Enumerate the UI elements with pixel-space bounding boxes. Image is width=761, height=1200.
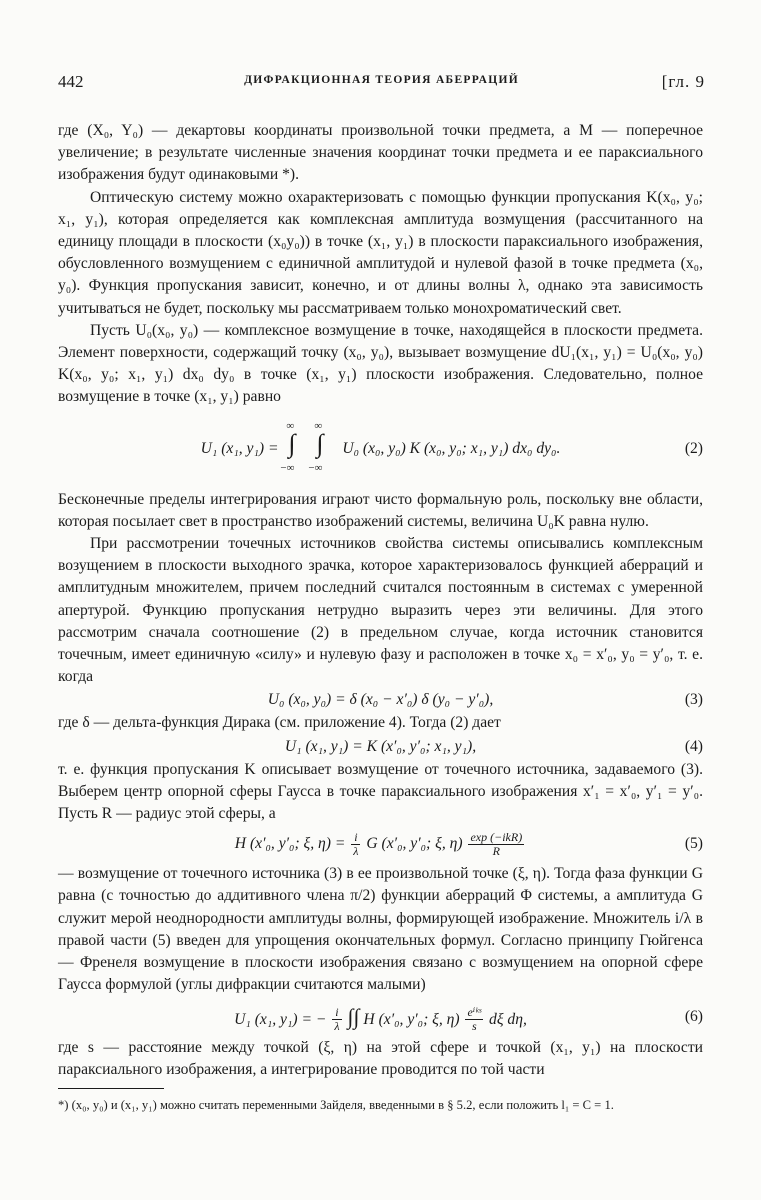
integral-sign: ∫ [316, 429, 324, 459]
fraction-numerator: exp (−ikR) [470, 830, 523, 845]
eq4-text: U₁ (x₁, y₁) = K (x′₀, y′₀; x₁, y₁), [284, 737, 477, 755]
equation-number: (5) [684, 835, 703, 853]
integral-y0 [310, 419, 338, 479]
equation-5 [58, 825, 703, 863]
fraction-i-over-lambda [351, 831, 360, 858]
footnote-rule [58, 1088, 164, 1089]
fraction-denominator: s [471, 1019, 477, 1034]
fraction-numerator: eⁱᵏˢ [467, 1005, 482, 1020]
equation-number: (4) [684, 737, 703, 755]
chapter-label: [гл. 9 [661, 72, 705, 91]
equation-4 [58, 735, 703, 759]
paragraph-1: где (X₀, Y₀) — декартовы координаты произвольной точки предмета, а M — поперечное увеличение; в результате численные значения координат точки предмета и ее параксиального изображения будут одинаковыми *). [58, 122, 703, 184]
running-title: ДИФРАКЦИОННАЯ ТЕОРИЯ АБЕРРАЦИЙ [244, 74, 519, 86]
equation-3 [58, 688, 703, 712]
fraction-eiks-over-s [465, 1006, 483, 1033]
fraction-denominator: λ [334, 1019, 340, 1034]
equation-number: (6) [684, 1007, 703, 1025]
equation-number: (3) [684, 691, 703, 709]
integral-x0 [282, 419, 310, 479]
fraction-numerator: i [351, 831, 360, 845]
eq5-lhs: H (x′₀, y′₀; ξ, η) = [234, 835, 346, 853]
paragraph-4: Бесконечные пределы интегрирования играют чисто формальную роль, поскольку вне области, которая посылает свет в пространство изображений системы, величина U₀K равна нулю. [58, 490, 703, 530]
fraction-numerator: i [332, 1006, 341, 1020]
paragraph-9: где s — расстояние между точкой (ξ, η) на этой сфере и точкой (x₁, y₁) на плоскости параксиального изображения, а интегрирование проводится по той части [58, 1038, 703, 1078]
integral-lower-limit: −∞ [280, 462, 295, 475]
page-number: 442 [58, 72, 84, 91]
integral-sign: ∫ [288, 429, 296, 459]
eq5-mid: G (x′₀, y′₀; ξ, η) [366, 835, 463, 853]
eq6-tail: dξ dη, [489, 1010, 527, 1028]
fraction-denominator: λ [353, 844, 359, 859]
integral-upper-limit: ∞ [314, 420, 323, 433]
eq3-text: U₀ (x₀, y₀) = δ (x₀ − x′₀) δ (y₀ − y′₀), [267, 691, 494, 709]
page-header [58, 72, 705, 94]
paragraph-7: т. е. функция пропускания K описывает возмущение от точечного источника, задаваемого (3). Выберем центр опорной сферы Гаусса в точке параксиального изображения x′₁ = x′₀, y′₁ = y′₀. Пусть R — радиус этой сферы, а [58, 760, 703, 823]
page-body [58, 120, 703, 1081]
paragraph-3: Пусть U₀(x₀, y₀) — комплексное возмущение в точке, находящейся в плоскости предмета. Элемент поверхности, содержащий точку (x₀, y₀), вызывает возмущение dU₁(x₁, y₁) = U₀(x₀, y₀) K(x₀, y₀; x₁, y₁) dx₀ dy₀ в точке (x₁, y₁) плоскости изображения. Следовательно, полное возмущение в точке (x₁, y₁) равно [58, 321, 703, 406]
footnote: *) (x₀, y₀) и (x₁, y₁) можно считать переменными Зайделя, введенными в § 5.2, если положить l₁ = C = 1. [58, 1098, 614, 1112]
fraction-denominator: R [492, 844, 500, 859]
fraction-exp-over-r [468, 831, 524, 858]
paragraph-8: — возмущение от точечного источника (3) в ее произвольной точке (ξ, η). Тогда фаза функции G равна (с точностью до аддитивного члена π/2) функции аберраций Φ системы, а амплитуда G служит мерой неоднородности амплитуды волны, формирующей изображение. Множитель i/λ в правой части (5) введен для упрощения окончательных формул. Согласно принципу Гюйгенса — Френеля возмущение в плоскости изображения связано с возмущением на опорной сфере Гаусса формулой (углы дифракции считаются малыми) [58, 865, 703, 994]
integral-lower-limit: −∞ [308, 462, 323, 475]
paragraph-2: Оптическую систему можно охарактеризовать с помощью функции пропускания K(x₀, y₀; x₁, y₁), которая определяется как комплексная амплитуда возмущения (рассчитанного на единицу площади в плоскости (x₀y₀)) в точке (x₁, y₁) в плоскости параксиального изображения, обусловленного возмущением с единичной амплитудой и нулевой фазой в точке предмета (x₀, y₀). Функция пропускания зависит, конечно, и от длины волны λ, однако эта зависимость учитываться не будет, поскольку мы рассматриваем только монохроматический свет. [58, 188, 703, 317]
equation-6 [58, 997, 703, 1037]
fraction-i-over-lambda [332, 1006, 341, 1033]
eq6-mid: H (x′₀, y′₀; ξ, η) [363, 1010, 460, 1028]
eq6-lhs: U₁ (x₁, y₁) = − [234, 1010, 327, 1028]
integral-upper-limit: ∞ [286, 420, 295, 433]
equation-2 [58, 409, 703, 489]
paragraph-6: где δ — дельта-функция Дирака (см. приложение 4). Тогда (2) дает [58, 714, 501, 732]
eq2-integrand: U₀ (x₀, y₀) K (x₀, y₀; x₁, y₁) dx₀ dy₀. [342, 439, 561, 457]
eq2-lhs: U₁ (x₁, y₁) = [200, 439, 279, 457]
double-integral-sign: ∫∫ [347, 1003, 360, 1029]
equation-number: (2) [684, 439, 703, 457]
paragraph-5: При рассмотрении точечных источников свойства системы описывались комплексным возущением в плоскости выходного зрачка, которое характеризовалось функцией аберраций и амплитудным множителем, причем последний считался постоянным в системах с умеренной апертурой. Функцию пропускания нетрудно выразить через эти величины. Для этого рассмотрим сначала соотношение (2) в предельном случае, когда источник становится точечным, имеет единичную «силу» и нулевую фазу и расположен в точке x₀ = x′₀, y₀ = y′₀, т. е. когда [58, 535, 703, 686]
